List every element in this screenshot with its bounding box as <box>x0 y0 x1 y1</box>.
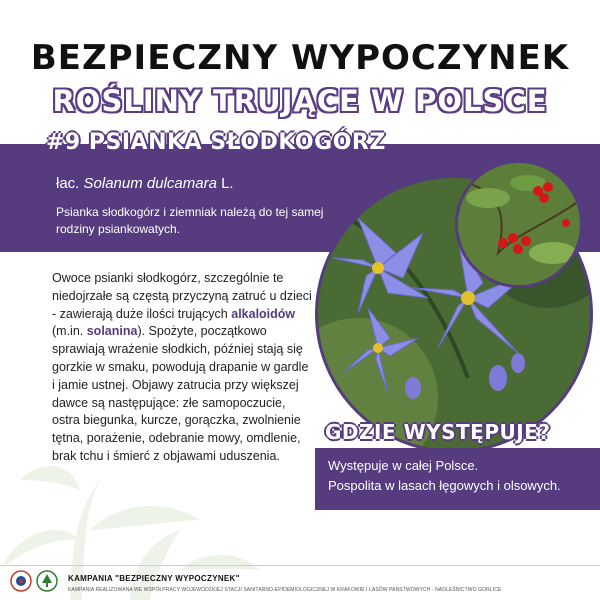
page-title: BEZPIECZNY WYPOCZYNEK <box>30 38 570 78</box>
latin-species: Solanum dulcamara <box>83 175 217 192</box>
plant-heading: #9 PSIANKA SŁODKOGÓRZ <box>46 130 386 155</box>
latin-suffix: L. <box>216 175 234 192</box>
description-part2: (m.in. <box>52 324 87 339</box>
description-part1: Owoce psianki słodkogórz, szczególnie te niedojrzałe są częstą przyczyną zatruć u dzieci - zawierają duże ilości trujących <box>52 271 312 321</box>
latin-name <box>56 175 234 192</box>
footer-divider <box>0 565 600 566</box>
description-bold-alkaloids: alkaloidów <box>231 306 296 321</box>
forest-logo-icon <box>36 570 58 592</box>
berries-illustration <box>458 163 580 285</box>
description-part3: ). Spożyte, początkowo sprawiają wrażenie słodkich, później stają się gorzkie w smaku, powodują drapanie w gardle i jamie ustnej. Objawy zatrucia przy większej dawce są następujące: złe samopoczucie, ostra biegunka, kurcze, gorączka, zwolnienie tętna, porażenie, odebranie mowy, omdlenie, brak tchu i śmierć z objawami uduszenia. <box>52 324 309 463</box>
latin-prefix: łac. <box>56 175 84 192</box>
sanepid-logo-icon <box>10 570 32 592</box>
footer-partners: KAMPANIA REALIZOWANA WE WSPÓŁPRACY WOJEWÓDZKIEJ STACJI SANITARNO-EPIDEMIOLOGICZNEJ W KRAKOWIE I LASÓW PAŃSTWOWYCH - NADLEŚNICTWO GORLICE <box>68 587 502 593</box>
occurrence-text <box>328 456 598 496</box>
berries-photo <box>455 160 583 288</box>
occurrence-line-1: Występuje w całej Polsce. <box>328 458 479 473</box>
page-subtitle: ROŚLINY TRUJĄCE W POLSCE <box>52 84 548 118</box>
occurrence-title: GDZIE WYSTĘPUJE? <box>325 420 551 444</box>
footer-campaign-title: KAMPANIA "BEZPIECZNY WYPOCZYNEK" <box>68 574 240 583</box>
occurrence-line-2: Pospolita w lasach łęgowych i olsowych. <box>328 478 561 493</box>
description-text <box>52 270 314 466</box>
description-bold-solanina: solanina <box>86 324 138 339</box>
plant-fact: Psianka słodkogórz i ziemniak należą do tej samej rodziny psiankowatych. <box>56 205 324 236</box>
